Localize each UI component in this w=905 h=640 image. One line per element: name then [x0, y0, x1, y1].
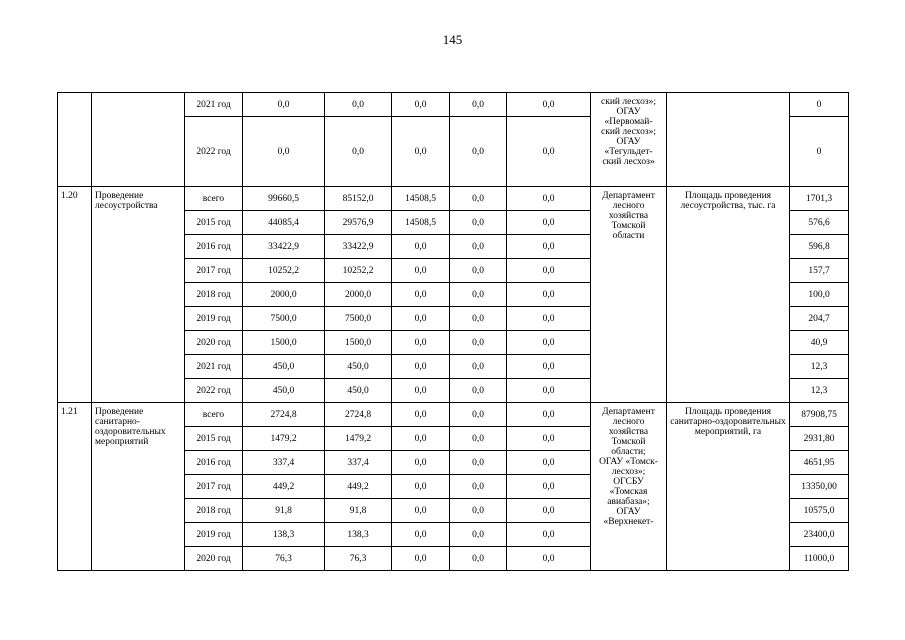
year-cell: 2021 год	[185, 355, 243, 379]
value-cell: 91,8	[325, 499, 392, 523]
executor-line: Департамент	[602, 191, 655, 201]
value-cell: 0,0	[392, 283, 450, 307]
executor-line: Департамент	[602, 407, 655, 417]
value-cell: 0,0	[507, 211, 591, 235]
executor-line: ОГАУ	[616, 507, 641, 517]
value-cell: 14508,5	[392, 211, 450, 235]
value-cell: 91,8	[243, 499, 325, 523]
value-cell: 85152,0	[325, 187, 392, 211]
value-cell: 0,0	[450, 379, 507, 403]
item-number: 1.21	[58, 403, 92, 571]
executor-line: «Верхнекет-	[603, 517, 654, 527]
indicator-value-cell: 204,7	[790, 307, 849, 331]
value-cell: 0,0	[507, 451, 591, 475]
value-cell: 0,0	[392, 355, 450, 379]
value-cell: 0,0	[392, 427, 450, 451]
executor-line: «Первомай-	[604, 117, 653, 127]
value-cell: 449,2	[243, 475, 325, 499]
value-cell: 0,0	[392, 307, 450, 331]
value-cell: 0,0	[507, 235, 591, 259]
indicator-value-cell: 2931,80	[790, 427, 849, 451]
value-cell: 0,0	[450, 547, 507, 571]
value-cell: 0,0	[392, 475, 450, 499]
table-row	[58, 93, 849, 117]
value-cell: 450,0	[243, 379, 325, 403]
indicator-value-cell: 157,7	[790, 259, 849, 283]
executor-cell	[591, 93, 667, 187]
indicator-value-cell: 23400,0	[790, 523, 849, 547]
value-cell: 0,0	[392, 379, 450, 403]
page-number: 145	[442, 32, 463, 47]
value-cell: 0,0	[450, 451, 507, 475]
executor-cell	[591, 187, 667, 403]
value-cell: 0,0	[450, 187, 507, 211]
indicator-value-cell: 11000,0	[790, 547, 849, 571]
executor-line: области	[612, 231, 645, 241]
year-cell: 2018 год	[185, 499, 243, 523]
value-cell: 0,0	[450, 403, 507, 427]
value-cell: 0,0	[392, 523, 450, 547]
value-cell: 0,0	[450, 427, 507, 451]
value-cell: 1500,0	[243, 331, 325, 355]
value-cell: 138,3	[325, 523, 392, 547]
executor-cell	[591, 403, 667, 571]
value-cell: 1500,0	[325, 331, 392, 355]
value-cell: 0,0	[450, 307, 507, 331]
indicator-value-cell: 596,8	[790, 235, 849, 259]
indicator-value-cell: 0	[790, 117, 849, 187]
value-cell: 0,0	[392, 451, 450, 475]
executor-line: ОГАУ	[616, 137, 641, 147]
value-cell: 0,0	[450, 331, 507, 355]
item-name	[92, 93, 185, 187]
value-cell: 33422,9	[325, 235, 392, 259]
indicator-value-cell: 12,3	[790, 355, 849, 379]
indicator-value-cell: 4651,95	[790, 451, 849, 475]
value-cell: 10252,2	[325, 259, 392, 283]
value-cell: 0,0	[507, 547, 591, 571]
executor-line: ский лесхоз»;	[601, 127, 656, 137]
executor-line: ОГАУ	[616, 107, 641, 117]
value-cell: 0,0	[325, 93, 392, 117]
item-number: 1.20	[58, 187, 92, 403]
value-cell: 0,0	[450, 235, 507, 259]
value-cell: 0,0	[392, 117, 450, 187]
year-cell: 2015 год	[185, 211, 243, 235]
value-cell: 0,0	[507, 403, 591, 427]
value-cell: 1479,2	[325, 427, 392, 451]
value-cell: 0,0	[392, 499, 450, 523]
value-cell: 1479,2	[243, 427, 325, 451]
value-cell: 0,0	[392, 403, 450, 427]
value-cell: 0,0	[507, 331, 591, 355]
executor-line: Томской	[611, 437, 646, 447]
year-cell: 2016 год	[185, 235, 243, 259]
indicator-cell	[667, 93, 790, 187]
value-cell: 0,0	[450, 523, 507, 547]
value-cell: 2724,8	[325, 403, 392, 427]
executor-line: хозяйства	[608, 211, 649, 221]
executor-line: ский лесхоз»;	[601, 97, 656, 107]
value-cell: 0,0	[392, 93, 450, 117]
value-cell: 0,0	[450, 283, 507, 307]
indicator-value-cell: 10575,0	[790, 499, 849, 523]
value-cell: 76,3	[243, 547, 325, 571]
value-cell: 7500,0	[325, 307, 392, 331]
value-cell: 0,0	[507, 187, 591, 211]
value-cell: 449,2	[325, 475, 392, 499]
value-cell: 0,0	[507, 355, 591, 379]
executor-line: лесного	[612, 417, 645, 427]
year-cell: 2019 год	[185, 307, 243, 331]
year-cell: всего	[185, 187, 243, 211]
value-cell: 0,0	[392, 331, 450, 355]
value-cell: 2000,0	[325, 283, 392, 307]
value-cell: 0,0	[392, 235, 450, 259]
executor-line: хозяйства	[608, 427, 649, 437]
value-cell: 0,0	[450, 259, 507, 283]
indicator-value-cell: 100,0	[790, 283, 849, 307]
value-cell: 0,0	[450, 117, 507, 187]
value-cell: 0,0	[507, 307, 591, 331]
value-cell: 138,3	[243, 523, 325, 547]
value-cell: 0,0	[507, 259, 591, 283]
value-cell: 0,0	[507, 117, 591, 187]
value-cell: 450,0	[243, 355, 325, 379]
year-cell: 2016 год	[185, 451, 243, 475]
indicator-value-cell: 13350,00	[790, 475, 849, 499]
value-cell: 2000,0	[243, 283, 325, 307]
year-cell: 2017 год	[185, 259, 243, 283]
executor-line: области;	[611, 447, 646, 457]
executor-line: «Томская	[609, 487, 648, 497]
value-cell: 337,4	[243, 451, 325, 475]
table-row	[58, 403, 849, 427]
executor-line: авиабаза»;	[607, 497, 650, 507]
year-cell: 2022 год	[185, 117, 243, 187]
value-cell: 0,0	[243, 117, 325, 187]
value-cell: 0,0	[325, 117, 392, 187]
year-cell: 2021 год	[185, 93, 243, 117]
executor-line: лесхоз»;	[611, 467, 646, 477]
value-cell: 14508,5	[392, 187, 450, 211]
value-cell: 450,0	[325, 379, 392, 403]
executor-line: ский лесхоз»	[602, 157, 655, 167]
indicator-value-cell: 87908,75	[790, 403, 849, 427]
executor-line: ОГАУ «Томск-	[599, 457, 658, 467]
value-cell: 0,0	[392, 259, 450, 283]
value-cell: 76,3	[325, 547, 392, 571]
item-name: Проведение лесоустройства	[92, 187, 185, 403]
value-cell: 0,0	[450, 93, 507, 117]
value-cell: 10252,2	[243, 259, 325, 283]
value-cell: 0,0	[507, 93, 591, 117]
value-cell: 29576,9	[325, 211, 392, 235]
value-cell: 0,0	[507, 379, 591, 403]
program-table	[57, 92, 849, 571]
value-cell: 0,0	[392, 547, 450, 571]
value-cell: 0,0	[450, 211, 507, 235]
value-cell: 0,0	[507, 283, 591, 307]
value-cell: 0,0	[450, 499, 507, 523]
value-cell: 450,0	[325, 355, 392, 379]
indicator-value-cell: 0	[790, 93, 849, 117]
value-cell: 7500,0	[243, 307, 325, 331]
value-cell: 0,0	[450, 355, 507, 379]
value-cell: 0,0	[450, 475, 507, 499]
executor-line: ОГСБУ	[613, 477, 644, 487]
executor-line: лесного	[612, 201, 645, 211]
value-cell: 0,0	[507, 499, 591, 523]
indicator-value-cell: 1701,3	[790, 187, 849, 211]
year-cell: 2017 год	[185, 475, 243, 499]
table-body	[58, 93, 849, 571]
value-cell: 337,4	[325, 451, 392, 475]
value-cell: 0,0	[243, 93, 325, 117]
value-cell: 0,0	[507, 523, 591, 547]
executor-line: Томской	[611, 221, 646, 231]
indicator-cell: Площадь проведения лесоустройства, тыс. га	[667, 187, 790, 403]
item-name: Проведение санитарно-оздоровительных мероприятий	[92, 403, 185, 571]
indicator-value-cell: 576,6	[790, 211, 849, 235]
year-cell: 2022 год	[185, 379, 243, 403]
value-cell: 2724,8	[243, 403, 325, 427]
executor-line: «Тегульдет-	[604, 147, 653, 157]
item-number	[58, 93, 92, 187]
indicator-value-cell: 12,3	[790, 379, 849, 403]
year-cell: 2015 год	[185, 427, 243, 451]
table-row	[58, 187, 849, 211]
indicator-value-cell: 40,9	[790, 331, 849, 355]
year-cell: всего	[185, 403, 243, 427]
year-cell: 2019 год	[185, 523, 243, 547]
value-cell: 99660,5	[243, 187, 325, 211]
value-cell: 0,0	[507, 475, 591, 499]
year-cell: 2018 год	[185, 283, 243, 307]
value-cell: 33422,9	[243, 235, 325, 259]
value-cell: 44085,4	[243, 211, 325, 235]
year-cell: 2020 год	[185, 547, 243, 571]
value-cell: 0,0	[507, 427, 591, 451]
year-cell: 2020 год	[185, 331, 243, 355]
indicator-cell: Площадь проведения санитарно-оздоровительных мероприятий, га	[667, 403, 790, 571]
